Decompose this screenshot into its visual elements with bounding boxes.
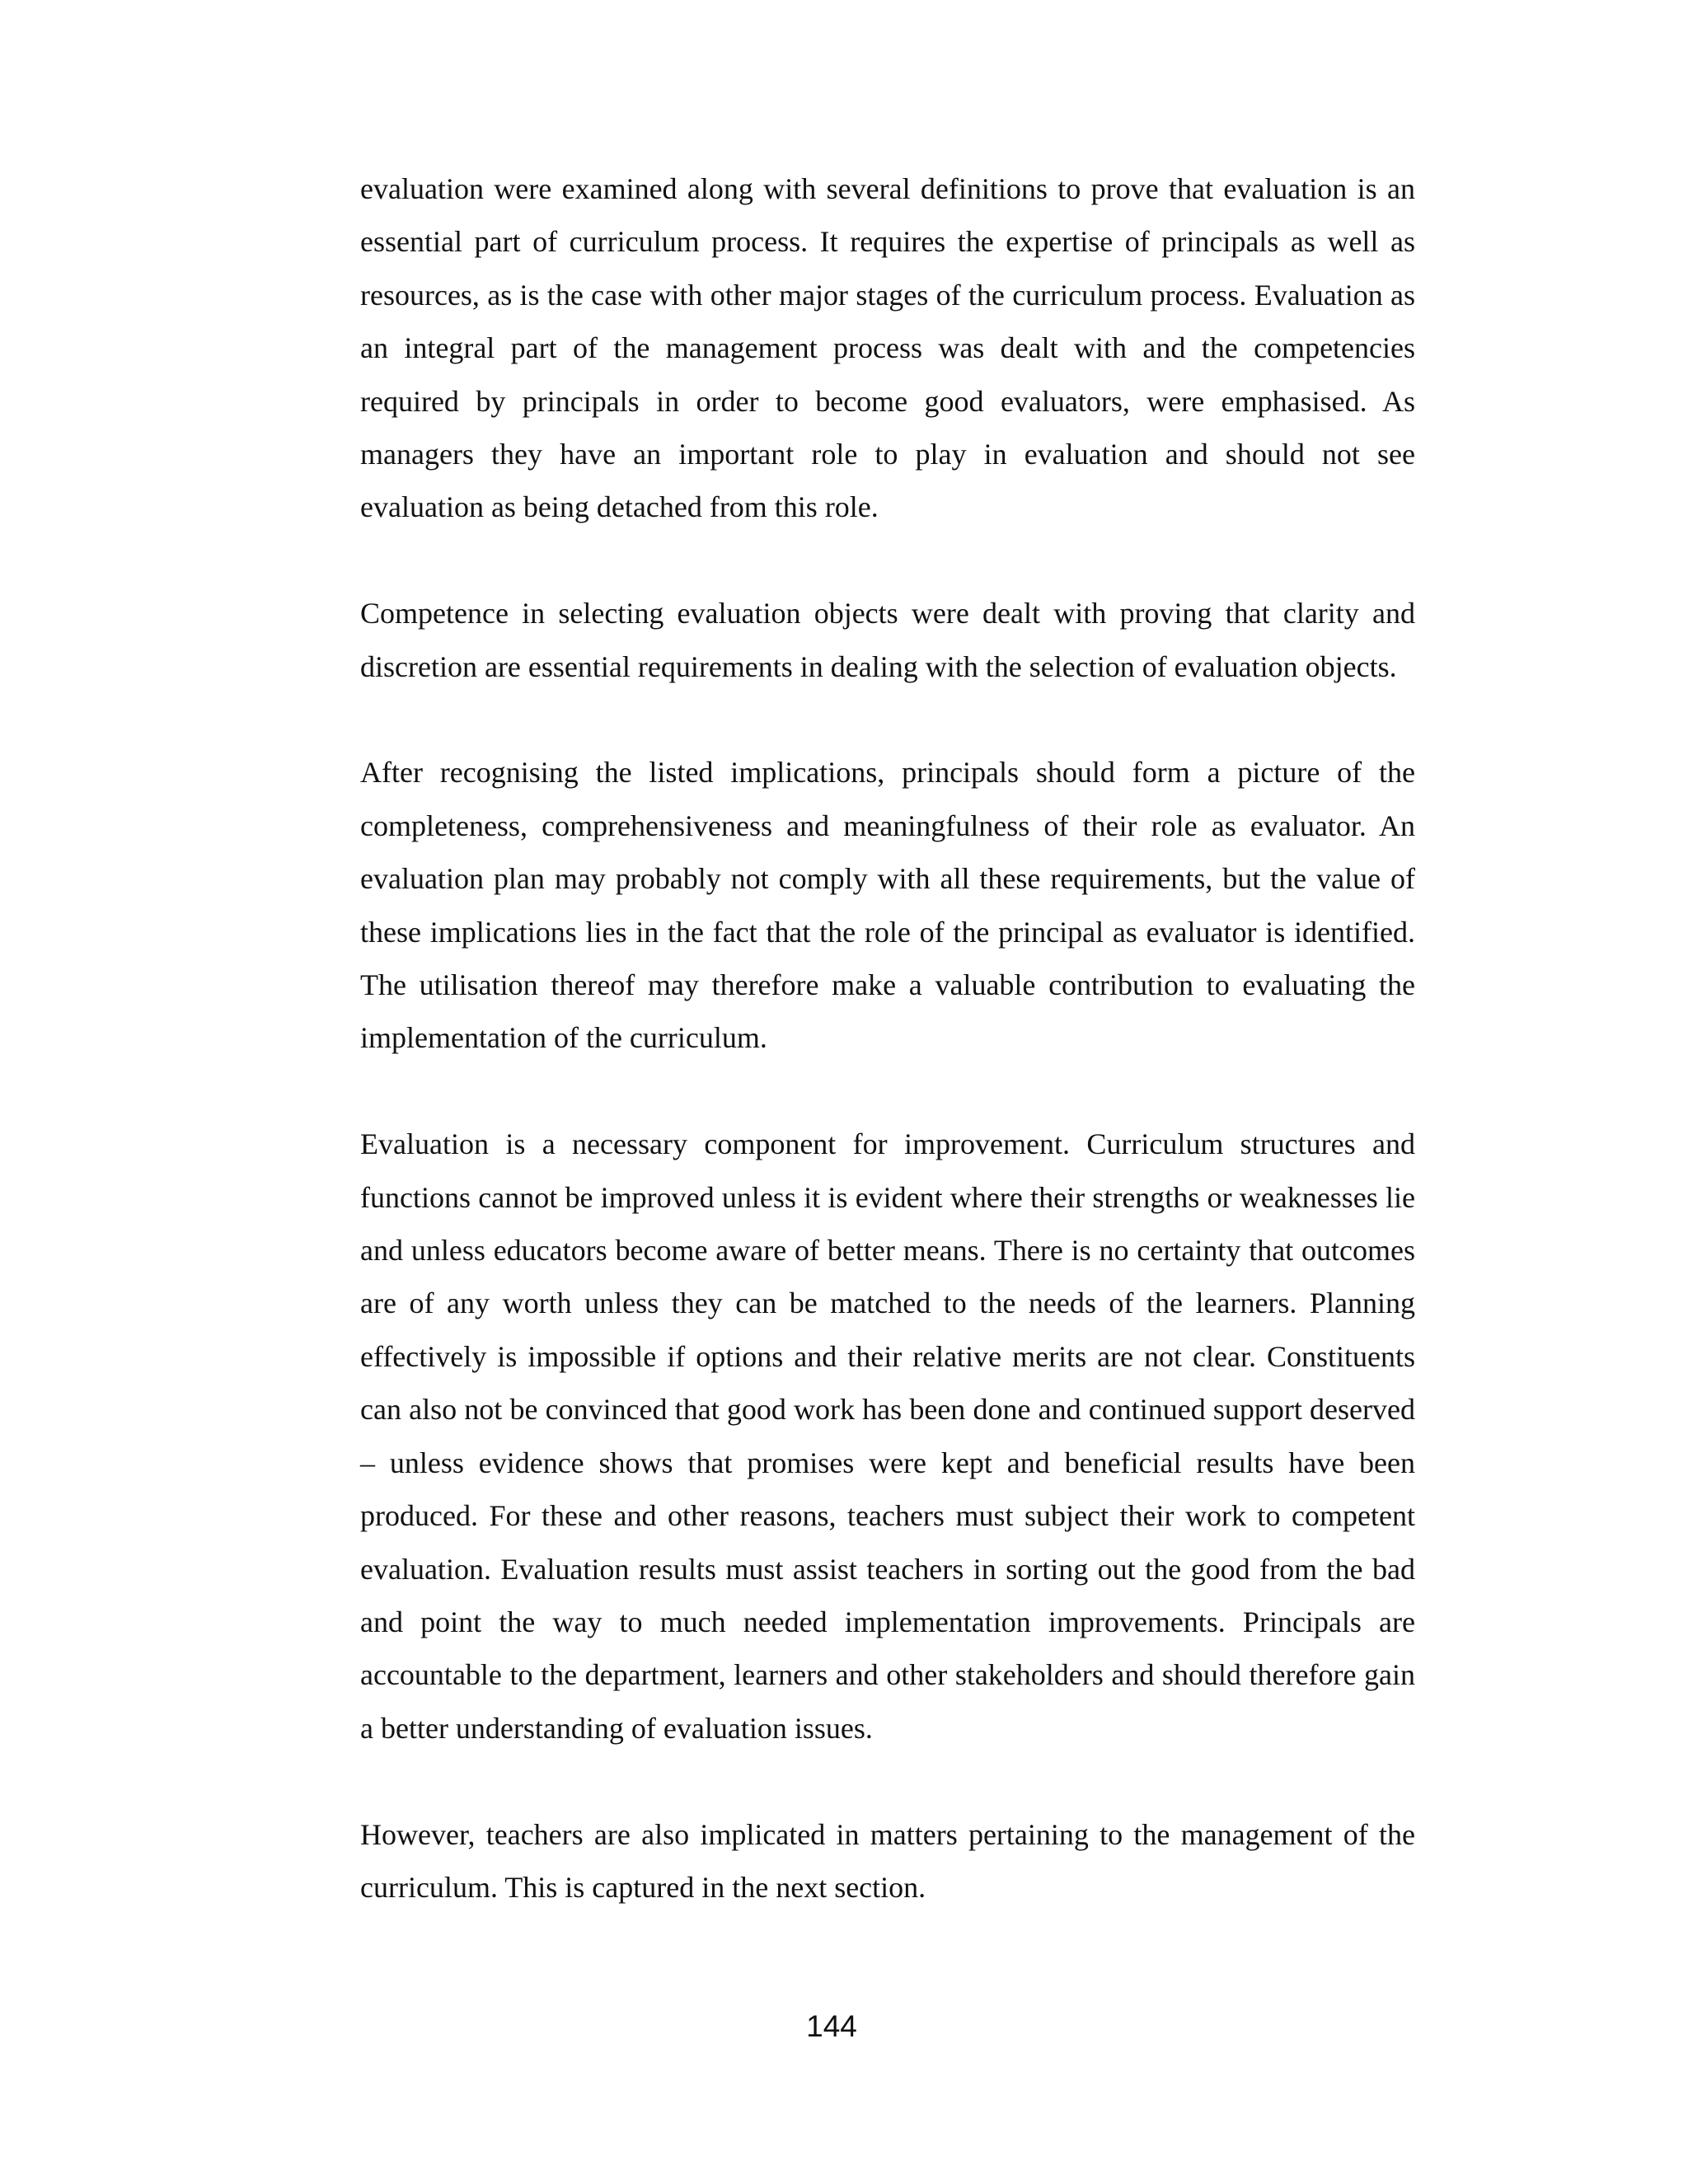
paragraph-teachers: However, teachers are also implicated in matters pertaining to the management of the curriculum. This is captured in the next section. xyxy=(360,1817,1415,1904)
paragraph-competence: Competence in selecting evaluation objects were dealt with proving that clarity and discretion are essential requirements in dealing with the selection of evaluation objects. xyxy=(360,597,1415,683)
page-number: 144 xyxy=(806,2009,857,2043)
paragraph-implications: After recognising the listed implications, principals should form a picture of the completeness, comprehensiveness and meaningfulness of their role as evaluator. An evaluation plan may probably not comply with all these requirements, but the value of these implications lies in the fact that the role of the principal as evaluator is identified. The utilisation thereof may therefore make a valuable contribution to evaluating the implementation of the curriculum. xyxy=(360,756,1415,1055)
body-text xyxy=(360,162,1415,1914)
paragraph-evaluation-summary: evaluation were examined along with several definitions to prove that evaluation is an essential part of curriculum process. It requires the expertise of principals as well as resources, as is the case with other major stages of the curriculum process. Evaluation as an integral part of the management process was dealt with and the competencies required by principals in order to become good evaluators, were emphasised. As managers they have an important role to play in evaluation and should not see evaluation as being detached from this role. xyxy=(360,172,1415,524)
paragraph-improvement: Evaluation is a necessary component for improvement. Curriculum structures and functions cannot be improved unless it is evident where their strengths or weaknesses lie and unless educators become aware of better means. There is no certainty that outcomes are of any worth unless they can be matched to the needs of the learners. Planning effectively is impossible if options and their relative merits are not clear. Constituents can also not be convinced that good work has been done and continued support deserved – unless evidence shows that promises were kept and beneficial results have been produced. For these and other reasons, teachers must subject their work to competent evaluation. Evaluation results must assist teachers in sorting out the good from the bad and point the way to much needed implementation improvements. Principals are accountable to the department, learners and other stakeholders and should therefore gain a better understanding of evaluation issues. xyxy=(360,1127,1415,1745)
